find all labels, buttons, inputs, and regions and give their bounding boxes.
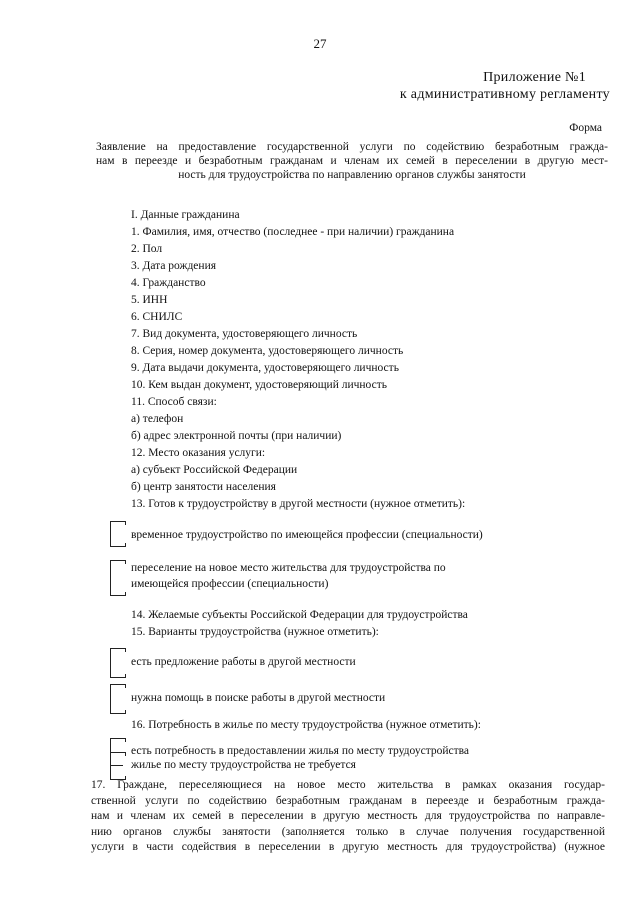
- form-title-line: нам в переезде и безработным гражданам и членам их семей в переселении в другую мест-: [96, 155, 608, 167]
- field-contact-method: 11. Способ связи:: [131, 396, 217, 408]
- field-id-doc-issuer: 10. Кем выдан документ, удостоверяющий личность: [131, 379, 387, 391]
- checkbox-job-search-help[interactable]: [110, 684, 126, 714]
- section-heading: I. Данные гражданина: [131, 209, 240, 221]
- field-contact-phone: а) телефон: [131, 413, 184, 425]
- question-13: 13. Готов к трудоустройству в другой местности (нужное отметить):: [131, 498, 466, 510]
- paragraph-17-line: ственной услуги по содействию безработным гражданам в переезде и безработным гражда-: [91, 794, 605, 807]
- paragraph-17-line: услуги в части содействия в переселении в другую местность для трудоустройства) (нужное: [91, 841, 605, 853]
- paragraph-17-line: нию органов службы занятости (заполняется только в случае получения государственной: [91, 825, 605, 838]
- field-id-doc-number: 8. Серия, номер документа, удостоверяющего личность: [131, 345, 404, 357]
- option-job-search-help: нужна помощь в поиске работы в другой местности: [131, 692, 386, 704]
- paragraph-17-line: нам и членам их семей в переселении в другую местность для трудоустройства по направле-: [91, 810, 605, 822]
- field-service-center: б) центр занятости населения: [131, 481, 276, 493]
- field-id-doc-type: 7. Вид документа, удостоверяющего личность: [131, 328, 358, 340]
- page-number: 27: [313, 36, 327, 51]
- checkbox-temporary-employment[interactable]: [110, 521, 126, 547]
- option-housing-needed: есть потребность в предоставлении жилья по месту трудоустройства: [131, 745, 470, 757]
- option-job-offer: есть предложение работы в другой местности: [131, 656, 356, 668]
- form-label: Форма: [569, 122, 602, 134]
- field-id-doc-date: 9. Дата выдачи документа, удостоверяющего личность: [131, 362, 399, 374]
- paragraph-17: [91, 778, 605, 856]
- field-birth-date: 3. Дата рождения: [131, 260, 217, 272]
- question-16: 16. Потребность в жилье по месту трудоустройства (нужное отметить):: [131, 719, 481, 731]
- field-full-name: 1. Фамилия, имя, отчество (последнее - при наличии) гражданина: [131, 226, 455, 238]
- checkbox-relocation[interactable]: [110, 560, 126, 596]
- form-title: [96, 140, 608, 182]
- appendix-subtitle: к административному регламенту: [399, 87, 610, 102]
- option-temporary-employment: временное трудоустройство по имеющейся профессии (специальности): [131, 529, 483, 541]
- appendix-title: Приложение №1: [483, 70, 586, 85]
- form-title-line: ность для трудоустройства по направлению органов службы занятости: [178, 169, 526, 181]
- option-housing-not-required: жилье по месту трудоустройства не требуется: [131, 759, 356, 771]
- checkbox-housing-not-required[interactable]: [110, 752, 126, 780]
- option-relocation: имеющейся профессии (специальности): [131, 578, 329, 590]
- question-15: 15. Варианты трудоустройства (нужное отметить):: [131, 626, 379, 638]
- field-inn: 5. ИНН: [131, 294, 168, 306]
- checkbox-job-offer[interactable]: [110, 648, 126, 678]
- field-citizenship: 4. Гражданство: [131, 277, 206, 289]
- option-relocation: переселение на новое место жительства для трудоустройства по: [131, 562, 446, 574]
- field-contact-email: б) адрес электронной почты (при наличии): [131, 430, 342, 442]
- field-sex: 2. Пол: [131, 243, 163, 255]
- field-service-place: 12. Место оказания услуги:: [131, 447, 266, 459]
- question-14: 14. Желаемые субъекты Российской Федерации для трудоустройства: [131, 609, 468, 621]
- field-snils: 6. СНИЛС: [131, 311, 183, 323]
- field-service-region: а) субъект Российской Федерации: [131, 464, 298, 476]
- paragraph-17-line: 17. Граждане, переселяющиеся на новое место жительства в рамках оказания государ-: [91, 779, 605, 791]
- form-title-line: Заявление на предоставление государственной услуги по содействию безработным гражда-: [96, 141, 608, 153]
